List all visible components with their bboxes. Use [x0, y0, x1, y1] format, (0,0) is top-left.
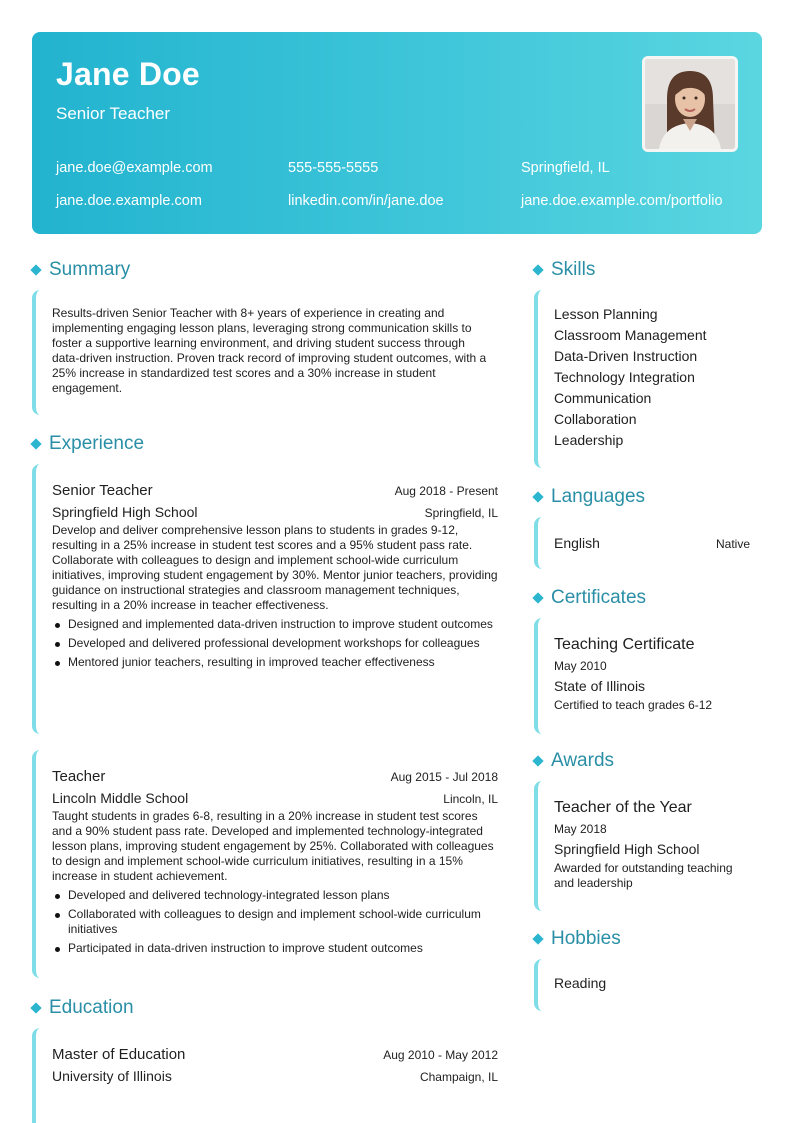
skill-item: Classroom Management — [554, 327, 707, 343]
phone-number[interactable]: 555-555-5555 — [288, 160, 379, 176]
job-bullets — [52, 888, 498, 956]
resume-header — [32, 32, 762, 234]
experience-title: Experience — [49, 433, 145, 454]
profile-photo-image — [645, 59, 735, 149]
job-description: Taught students in grades 6-8, resulting in a 20% increase in student test scores and a 90% student pass rate. Developed and implemented technology-integrated lesson plans, improving student engagement by 25%. Collaborated with colleagues to design and implement school-wide curriculum initiatives, resulting in a 15% increase in student achievement. — [52, 809, 494, 883]
skills-heading — [532, 259, 595, 281]
degree: Master of Education — [52, 1046, 186, 1063]
skills-title: Skills — [551, 259, 596, 280]
certificates-heading — [532, 587, 646, 609]
skills-block — [534, 290, 762, 468]
award-issuer: Springfield High School — [554, 841, 700, 857]
skills-list — [554, 304, 707, 451]
hobbies-block — [534, 959, 762, 1011]
job-company: Springfield High School — [52, 504, 198, 520]
job-bullet: Participated in data-driven instruction to improve student outcomes — [52, 941, 498, 956]
candidate-role: Senior Teacher — [56, 104, 171, 123]
job-dates: Aug 2015 - Jul 2018 — [390, 770, 498, 784]
education-entry — [32, 1028, 502, 1123]
certificate-entry — [534, 618, 762, 734]
job-bullet: Developed and delivered technology-integrated lesson plans — [52, 888, 498, 903]
diamond-icon — [532, 755, 543, 766]
summary-title: Summary — [49, 259, 131, 280]
education-title: Education — [49, 997, 134, 1018]
summary-block — [32, 290, 502, 415]
skill-item: Leadership — [554, 432, 624, 448]
portfolio-link[interactable]: jane.doe.example.com/portfolio — [521, 193, 723, 209]
hobby-item: Reading — [554, 975, 607, 991]
award-name: Teacher of the Year — [554, 799, 692, 816]
education-heading — [30, 997, 134, 1019]
languages-title: Languages — [551, 486, 646, 507]
job-title: Senior Teacher — [52, 482, 153, 499]
languages-block — [534, 517, 762, 569]
summary-heading — [30, 259, 130, 281]
website-link[interactable]: jane.doe.example.com — [56, 193, 202, 209]
job-title: Teacher — [52, 768, 106, 785]
job-bullet: Collaborated with colleagues to design and implement school-wide curriculum initiatives — [52, 907, 498, 937]
job-description: Develop and deliver comprehensive lesson plans to students in grades 9-12, resulting in a 25% increase in student test scores and a 95% student pass rate. Collaborate with colleagues to design and implement school-wide curriculum initiatives, improving student engagement by 30%. Mentor junior teachers, providing guidance on instructional strategies and classroom management techniques, resulting in a 20% increase in teacher effectiveness. — [52, 523, 498, 612]
location: Springfield, IL — [521, 160, 610, 176]
language-name: English — [554, 535, 600, 551]
award-date: May 2018 — [554, 822, 607, 836]
diamond-icon — [30, 264, 41, 275]
job-bullet: Developed and delivered professional development workshops for colleagues — [52, 636, 498, 651]
skill-item: Communication — [554, 390, 652, 406]
skill-item: Lesson Planning — [554, 306, 658, 322]
job-entry — [32, 750, 502, 978]
experience-heading — [30, 433, 144, 455]
hobbies-heading — [532, 928, 621, 950]
profile-photo — [642, 56, 738, 152]
job-location: Lincoln, IL — [443, 792, 498, 806]
hobbies-title: Hobbies — [551, 928, 621, 949]
diamond-icon — [532, 933, 543, 944]
award-description: Awarded for outstanding teaching and leadership — [554, 861, 733, 890]
email-link[interactable]: jane.doe@example.com — [56, 160, 213, 176]
school-location: Champaign, IL — [419, 1070, 498, 1084]
job-company: Lincoln Middle School — [52, 790, 189, 806]
certificate-description: Certified to teach grades 6-12 — [554, 698, 713, 712]
certificate-name: Teaching Certificate — [554, 636, 695, 653]
candidate-name: Jane Doe — [56, 56, 200, 92]
education-dates: Aug 2010 - May 2012 — [383, 1048, 498, 1062]
diamond-icon — [30, 1002, 41, 1013]
job-bullet: Designed and implemented data-driven instruction to improve student outcomes — [52, 617, 498, 632]
diamond-icon — [30, 438, 41, 449]
language-level: Native — [715, 537, 750, 551]
languages-heading — [532, 486, 645, 508]
diamond-icon — [532, 491, 543, 502]
job-entry — [32, 464, 502, 734]
awards-title: Awards — [551, 750, 615, 771]
diamond-icon — [532, 592, 543, 603]
job-bullet: Mentored junior teachers, resulting in improved teacher effectiveness — [52, 655, 498, 670]
certificate-issuer: State of Illinois — [554, 678, 646, 694]
job-bullets — [52, 617, 498, 670]
skill-item: Technology Integration — [554, 369, 695, 385]
linkedin-link[interactable]: linkedin.com/in/jane.doe — [288, 193, 444, 209]
skill-item: Collaboration — [554, 411, 637, 427]
certificates-title: Certificates — [551, 587, 647, 608]
summary-text: Results-driven Senior Teacher with 8+ years of experience in creating and implementing engaging lesson plans, leveraging strong communication skills to foster a supportive learning environment, and driving student success through data-driven instruction. Proven track record of improving student outcomes, with a 25% increase in standardized test scores and a 30% increase in student engagement. — [52, 306, 487, 395]
job-location: Springfield, IL — [424, 506, 498, 520]
certificate-date: May 2010 — [554, 659, 607, 673]
awards-heading — [532, 750, 614, 772]
skill-item: Data-Driven Instruction — [554, 348, 698, 364]
job-dates: Aug 2018 - Present — [394, 484, 498, 498]
diamond-icon — [532, 264, 543, 275]
school: University of Illinois — [52, 1068, 172, 1084]
award-entry — [534, 781, 762, 911]
